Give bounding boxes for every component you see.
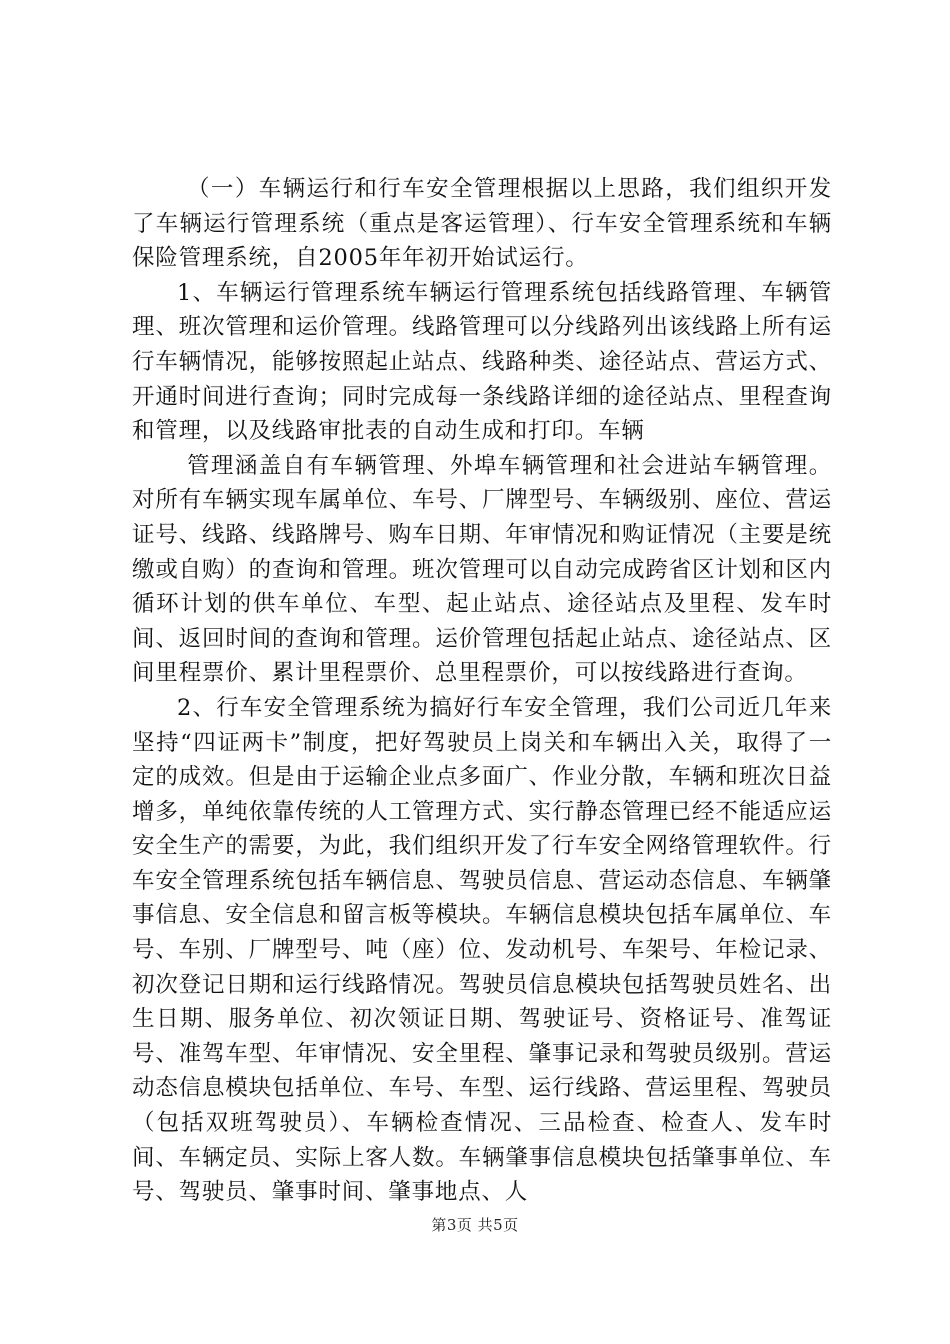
paragraph-vehicle-operation-system: 1、车辆运行管理系统车辆运行管理系统包括线路管理、车辆管理、班次管理和运价管理。线路管理可以分线路列出该线路上所有运行车辆情况，能够按照起止站点、线路种类、途径站点、营运方式、开通时间进行查询；同时完成每一条线路详细的途径站点、里程查询和管理，以及线路审批表的自动生成和打印。车辆 xyxy=(132,279,832,445)
paragraph-safety-management-system: 2、行车安全管理系统为搞好行车安全管理，我们公司近几年来坚持“四证两卡”制度，把好驾驶员上岗关和车辆出入关，取得了一定的成效。但是由于运输企业点多面广、作业分散，车辆和班次日益增多，单纯依靠传统的人工管理方式、实行静态管理已经不能适应运安全生产的需要，为此，我们组织开发了行车安全网络管理软件。行车安全管理系统包括车辆信息、驾驶员信息、营运动态信息、车辆肇事信息、安全信息和留言板等模块。车辆信息模块包括车属单位、车号、车别、厂牌型号、吨（座）位、发动机号、车架号、年检记录、初次登记日期和运行线路情况。驾驶员信息模块包括驾驶员姓名、出生日期、服务单位、初次领证日期、驾驶证号、资格证号、准驾证号、准驾车型、年审情况、安全里程、肇事记录和驾驶员级别。营运动态信息模块包括单位、车号、车型、运行线路、营运里程、驾驶员（包括双班驾驶员）、车辆检查情况、三品检查、检查人、发车时间、车辆定员、实际上客人数。车辆肇事信息模块包括肇事单位、车号、驾驶员、肇事时间、肇事地点、人 xyxy=(132,694,832,1206)
document-body xyxy=(132,172,832,1210)
paragraph-section-1: （一）车辆运行和行车安全管理根据以上思路，我们组织开发了车辆运行管理系统（重点是客运管理）、行车安全管理系统和车辆保险管理系统，自2005年年初开始试运行。 xyxy=(132,176,832,272)
paragraph-vehicle-management: 管理涵盖自有车辆管理、外埠车辆管理和社会进站车辆管理。对所有车辆实现车属单位、车号、厂牌型号、车辆级别、座位、营运证号、线路、线路牌号、购车日期、年审情况和购证情况（主要是统缴或自购）的查询和管理。班次管理可以自动完成跨省区计划和区内循环计划的供车单位、车型、起止站点、途径站点及里程、发车时间、返回时间的查询和管理。运价管理包括起止站点、途径站点、区间里程票价、累计里程票价、总里程票价，可以按线路进行查询。 xyxy=(132,452,832,687)
page-footer: 第3页 共5页 xyxy=(431,1216,519,1234)
